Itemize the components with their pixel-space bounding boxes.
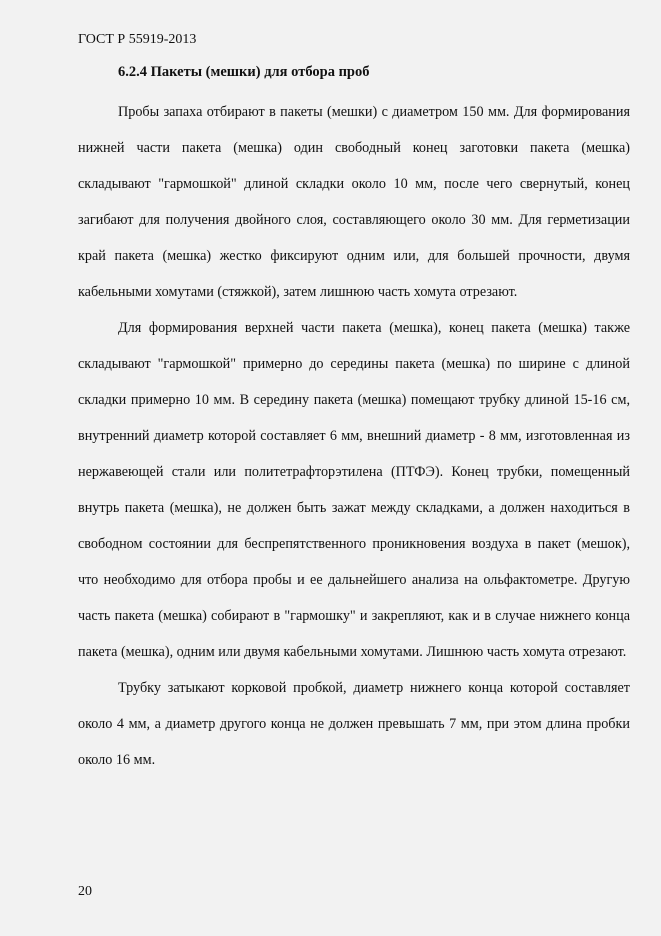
paragraph-1: Пробы запаха отбирают в пакеты (мешки) с диаметром 150 мм. Для формирования нижней части пакета (мешка) один свободный конец заготовки пакета (мешка) складывают "гармошкой" длиной складки около 10 мм, после чего свернутый, конец загибают для получения двойного слоя, составляющего около 30 мм. Для герметизации край пакета (мешка) жестко фиксируют одним или, для большей прочности, двумя кабельными хомутами (стяжкой), затем лишнюю часть хомута отрезают. — [78, 104, 630, 300]
paragraph-3: Трубку затыкают корковой пробкой, диаметр нижнего конца которой составляет около 4 мм, а диаметр другого конца не должен превышать 7 мм, при этом длина пробки около 16 мм. — [78, 680, 630, 768]
document-code: ГОСТ Р 55919-2013 — [78, 32, 197, 47]
section-heading: 6.2.4 Пакеты (мешки) для отбора проб — [118, 64, 370, 80]
page-number: 20 — [78, 884, 92, 899]
body-text — [78, 94, 630, 778]
paragraph-2: Для формирования верхней части пакета (мешка), конец пакета (мешка) также складывают "гармошкой" примерно до середины пакета (мешка) по ширине с длиной складки примерно 10 мм. В середину пакета (мешка) помещают трубку длиной 15-16 см, внутренний диаметр которой составляет 6 мм, внешний диаметр - 8 мм, изготовленная из нержавеющей стали или политетрафторэтилена (ПТФЭ). Конец трубки, помещенный внутрь пакета (мешка), не должен быть зажат между складками, а должен находиться в свободном состоянии для беспрепятственного проникновения воздуха в пакет (мешок), что необходимо для отбора пробы и ее дальнейшего анализа на ольфактометре. Другую часть пакета (мешка) собирают в "гармошку" и закрепляют, как и в случае нижнего конца пакета (мешка), одним или двумя кабельными хомутами. Лишнюю часть хомута отрезают. — [78, 320, 630, 660]
